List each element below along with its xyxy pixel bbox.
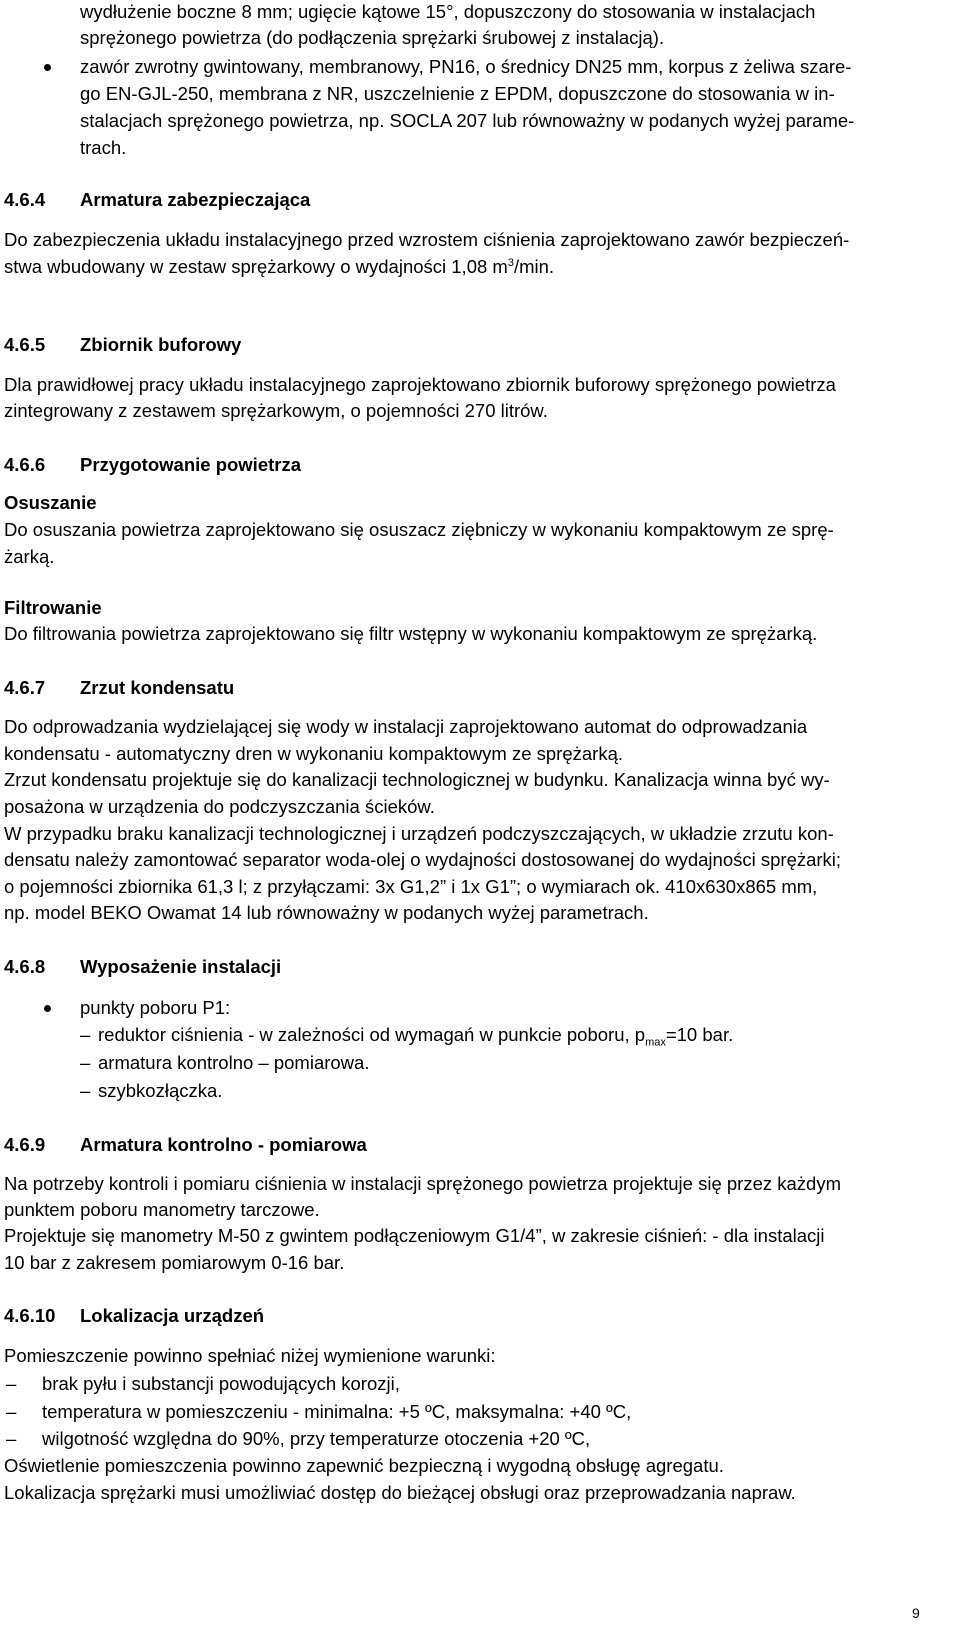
section-number: 4.6.5 bbox=[4, 334, 46, 355]
body-text: sprężonego powietrza (do podłączenia sprężarki śrubowej z instalacją). bbox=[80, 27, 665, 48]
body-text: trach. bbox=[80, 137, 127, 158]
list-item: punkty poboru P1: bbox=[80, 997, 231, 1018]
body-text: W przypadku braku kanalizacji technologicznej i urządzeń podczyszczających, w układzie zrzutu kon- bbox=[4, 823, 834, 844]
body-text: posażona w urządzenia do podczyszczania ścieków. bbox=[4, 796, 435, 817]
section-title: Zbiornik buforowy bbox=[80, 334, 242, 355]
body-text: Zrzut kondensatu projektuje się do kanalizacji technologicznej w budynku. Kanalizacja winna być wy- bbox=[4, 769, 830, 790]
body-text: Oświetlenie pomieszczenia powinno zapewnić bezpieczną i wygodną obsługę agregatu. bbox=[4, 1455, 724, 1476]
list-item: szybkozłączka. bbox=[98, 1080, 223, 1101]
body-text: kondensatu - automatyczny dren w wykonaniu kompaktowym ze sprężarką. bbox=[4, 743, 624, 764]
dash-icon: – bbox=[6, 1428, 17, 1449]
body-text: Do zabezpieczenia układu instalacyjnego przed wzrostem ciśnienia zaprojektowano zawór bezpieczeń- bbox=[4, 229, 850, 250]
body-text: stalacjach sprężonego powietrza, np. SOCLA 207 lub równoważny w podanych wyżej parame- bbox=[80, 110, 855, 131]
dash-icon: – bbox=[6, 1373, 17, 1394]
section-title: Armatura kontrolno - pomiarowa bbox=[80, 1134, 367, 1155]
body-text: zintegrowany z zestawem sprężarkowym, o pojemności 270 litrów. bbox=[4, 400, 548, 421]
body-text: zawór zwrotny gwintowany, membranowy, PN16, o średnicy DN25 mm, korpus z żeliwa szare- bbox=[80, 56, 852, 77]
body-text: żarką. bbox=[4, 546, 55, 567]
subsection-title: Osuszanie bbox=[4, 492, 97, 513]
list-item: temperatura w pomieszczeniu - minimalna: +5 ºC, maksymalna: +40 ºC, bbox=[42, 1401, 632, 1422]
body-text: Do odprowadzania wydzielającej się wody w instalacji zaprojektowano automat do odprowadzania bbox=[4, 716, 808, 737]
body-text: go EN-GJL-250, membrana z NR, uszczelnienie z EPDM, dopuszczone do stosowania w in- bbox=[80, 83, 835, 104]
section-number: 4.6.7 bbox=[4, 677, 46, 698]
body-text: 10 bar z zakresem pomiarowym 0-16 bar. bbox=[4, 1252, 345, 1273]
section-title: Armatura zabezpieczająca bbox=[80, 189, 311, 210]
section-title: Zrzut kondensatu bbox=[80, 677, 235, 698]
body-text: Na potrzeby kontroli i pomiaru ciśnienia w instalacji sprężonego powietrza projektuje się przez każdym bbox=[4, 1173, 841, 1194]
list-item: reduktor ciśnienia - w zależności od wymagań w punkcie poboru, $p_{max}=10$ bar. bbox=[98, 1024, 734, 1049]
section-number: 4.6.10 bbox=[4, 1305, 56, 1326]
bullet-icon bbox=[44, 64, 51, 71]
body-text: Do osuszania powietrza zaprojektowano się osuszacz ziębniczy w wykonaniu kompaktowym ze sprę- bbox=[4, 519, 834, 540]
section-title: Przygotowanie powietrza bbox=[80, 454, 302, 475]
body-text: Lokalizacja sprężarki musi umożliwiać dostęp do bieżącej obsługi oraz przeprowadzania napraw. bbox=[4, 1482, 796, 1503]
body-text: np. model BEKO Owamat 14 lub równoważny w podanych wyżej parametrach. bbox=[4, 902, 649, 923]
section-title: Lokalizacja urządzeń bbox=[80, 1305, 265, 1326]
list-item: wilgotność względna do 90%, przy temperaturze otoczenia +20 ºC, bbox=[42, 1428, 591, 1449]
section-number: 4.6.6 bbox=[4, 454, 46, 475]
section-number: 4.6.8 bbox=[4, 956, 46, 977]
dash-icon: – bbox=[80, 1024, 91, 1045]
section-number: 4.6.9 bbox=[4, 1134, 46, 1155]
body-text: wydłużenie boczne 8 mm; ugięcie kątowe 15°, dopuszczony do stosowania w instalacjach bbox=[80, 1, 816, 22]
body-text: Do filtrowania powietrza zaprojektowano się filtr wstępny w wykonaniu kompaktowym ze sprężarką. bbox=[4, 623, 818, 644]
page-number: 9 bbox=[912, 1605, 920, 1621]
dash-icon: – bbox=[80, 1052, 91, 1073]
body-text: punktem poboru manometry tarczowe. bbox=[4, 1199, 320, 1220]
dash-icon: – bbox=[6, 1401, 17, 1422]
dash-icon: – bbox=[80, 1080, 91, 1101]
list-item: brak pyłu i substancji powodujących korozji, bbox=[42, 1373, 400, 1394]
body-text: o pojemności zbiornika 61,3 l; z przyłączami: 3x G1,2” i 1x G1”; o wymiarach ok. 410x630x865 mm, bbox=[4, 876, 818, 897]
body-text: Projektuje się manometry M-50 z gwintem podłączeniowym G1/4”, w zakresie ciśnień: - dla instalacji bbox=[4, 1225, 825, 1246]
section-title: Wyposażenie instalacji bbox=[80, 956, 282, 977]
section-number: 4.6.4 bbox=[4, 189, 46, 210]
body-text: densatu należy zamontować separator woda-olej o wydajności dostosowanej do wydajności sprężarki; bbox=[4, 849, 842, 870]
bullet-icon bbox=[44, 1005, 51, 1012]
body-text: stwa wbudowany w zestaw sprężarkowy o wydajności 1,08 $m^3/\min$. bbox=[4, 256, 555, 277]
body-text: Pomieszczenie powinno spełniać niżej wymienione warunki: bbox=[4, 1345, 496, 1366]
body-text: Dla prawidłowej pracy układu instalacyjnego zaprojektowano zbiornik buforowy sprężonego powietrza bbox=[4, 374, 836, 395]
subsection-title: Filtrowanie bbox=[4, 597, 102, 618]
list-item: armatura kontrolno – pomiarowa. bbox=[98, 1052, 370, 1073]
